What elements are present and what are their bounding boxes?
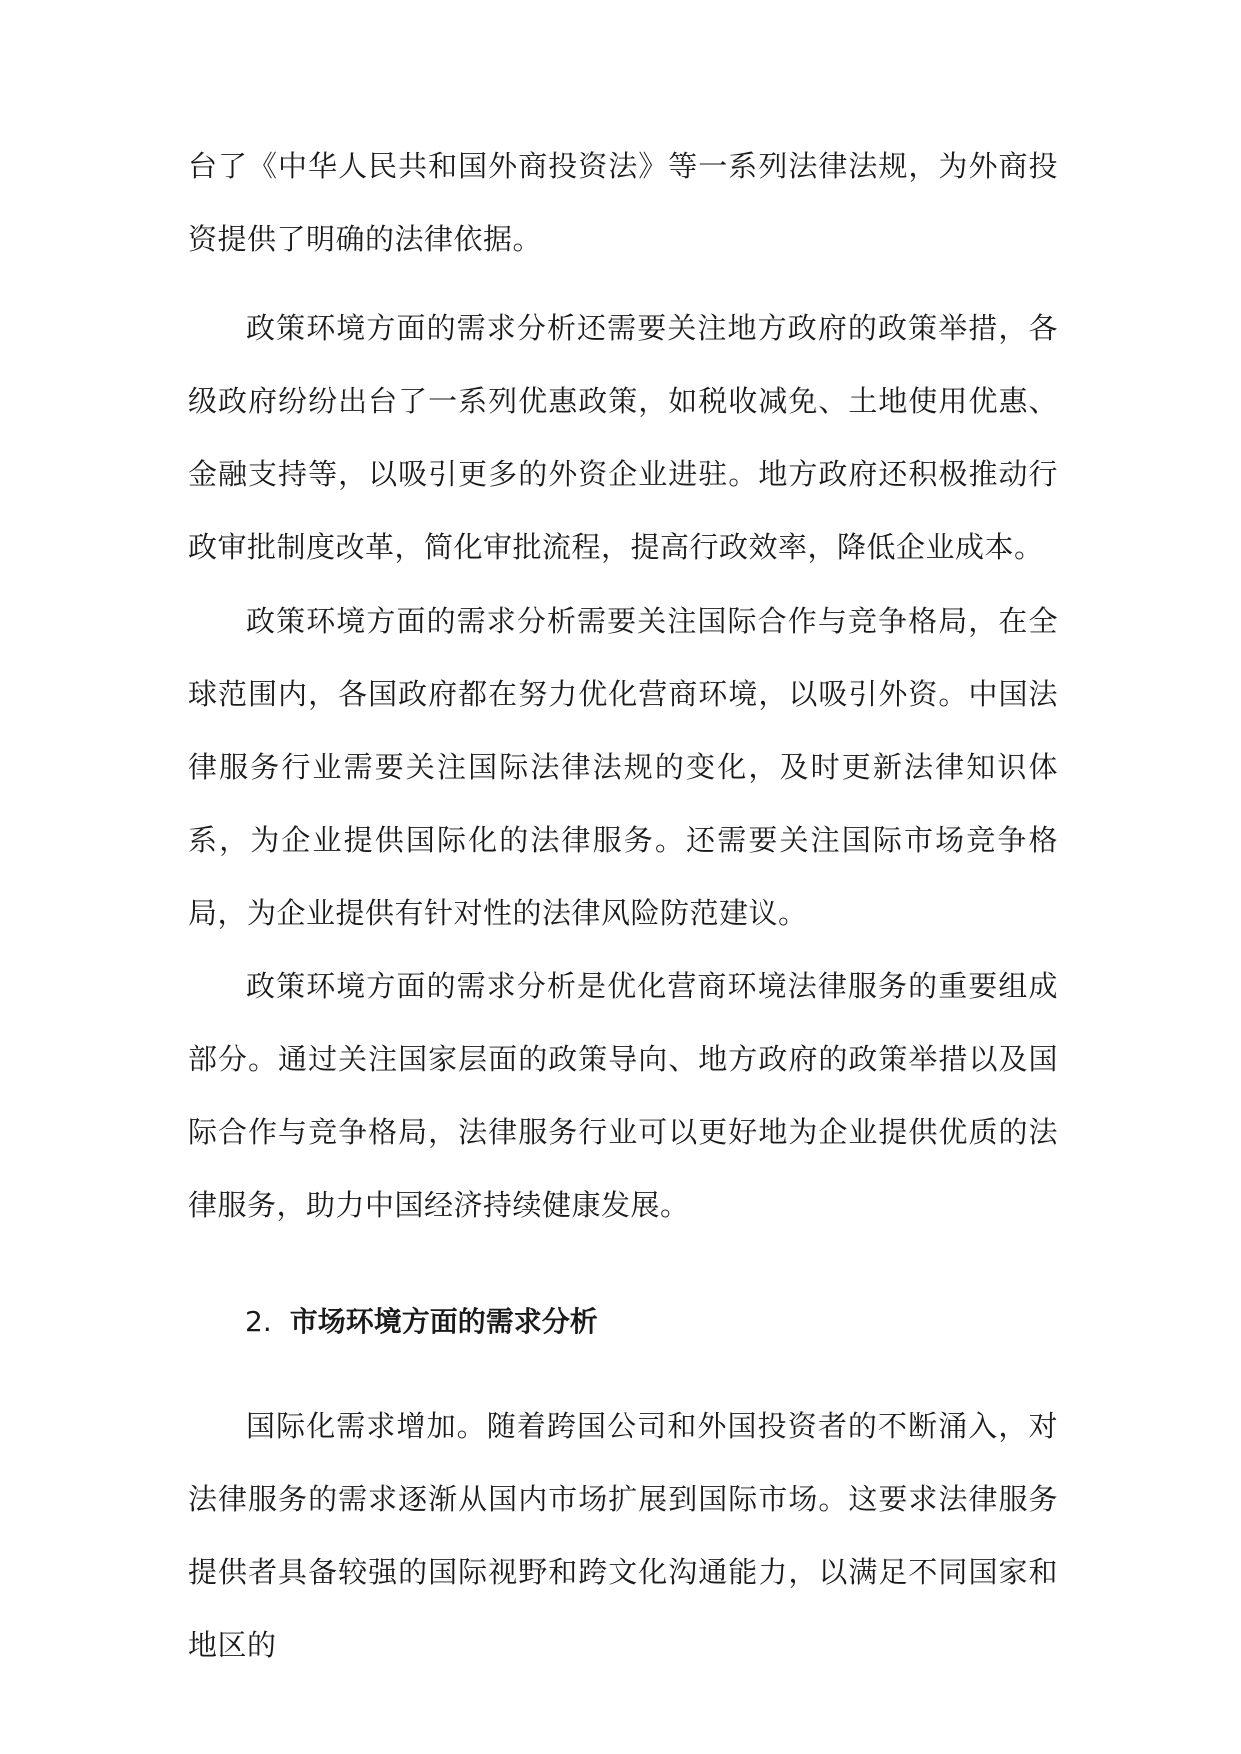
section-number: 2.: [245, 1305, 272, 1338]
section-heading: [245, 1302, 598, 1342]
paragraph-local-policy: 政策环境方面的需求分析还需要关注地方政府的政策举措，各级政府纷纷出台了一系列优惠政策，如税收减免、土地使用优惠、金融支持等，以吸引更多的外资企业进驻。地方政府还积极推动行政审批制度改革，简化审批流程，提高行政效率，降低企业成本。: [188, 311, 1058, 564]
paragraph-summary: 政策环境方面的需求分析是优化营商环境法律服务的重要组成部分。通过关注国家层面的政策导向、地方政府的政策举措以及国际合作与竞争格局，法律服务行业可以更好地为企业提供优质的法律服务，助力中国经济持续健康发展。: [188, 969, 1058, 1222]
paragraph-international-cooperation: 政策环境方面的需求分析需要关注国际合作与竞争格局，在全球范围内，各国政府都在努力优化营商环境，以吸引外资。中国法律服务行业需要关注国际法律法规的变化，及时更新法律知识体系，为企业提供国际化的法律服务。还需要关注国际市场竞争格局，为企业提供有针对性的法律风险防范建议。: [188, 604, 1058, 930]
paragraph-internationalization: 国际化需求增加。随着跨国公司和外国投资者的不断涌入，对法律服务的需求逐渐从国内市场扩展到国际市场。这要求法律服务提供者具备较强的国际视野和跨文化沟通能力，以满足不同国家和地区的: [188, 1409, 1058, 1662]
paragraph-continued: 台了《中华人民共和国外商投资法》等一系列法律法规，为外商投资提供了明确的法律依据。: [188, 149, 1058, 256]
section-title: 市场环境方面的需求分析: [289, 1305, 598, 1338]
